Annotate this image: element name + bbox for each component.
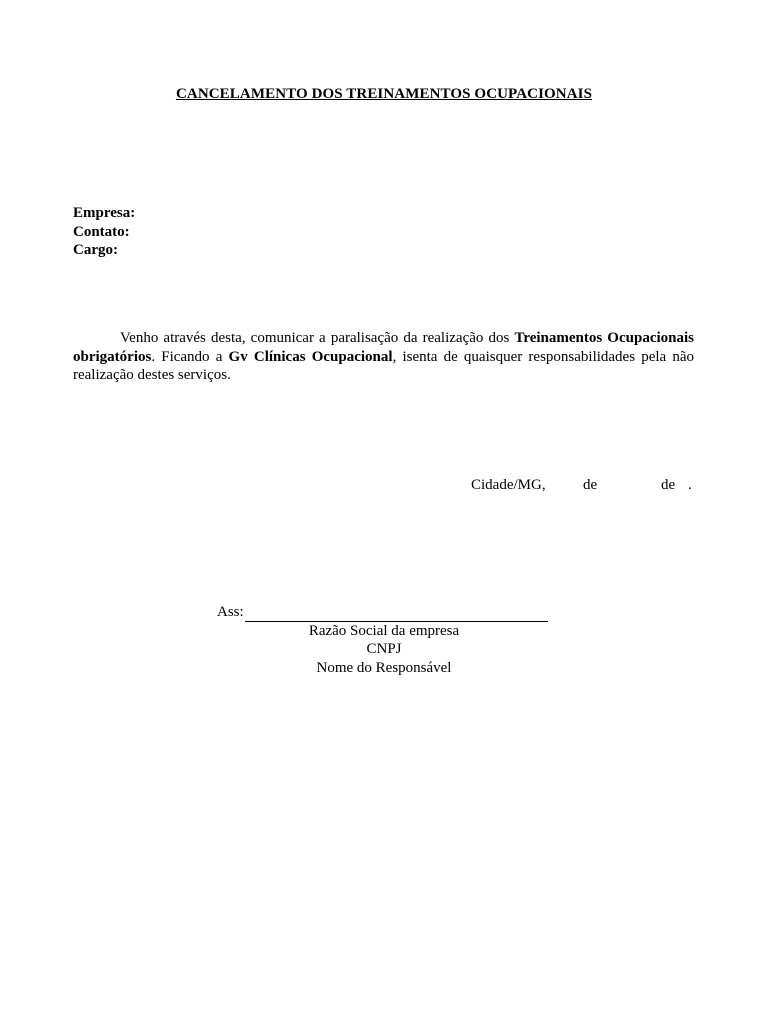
signature-line (245, 605, 548, 622)
cnpj-line: CNPJ (366, 641, 402, 657)
contato-label: Contato: (73, 223, 130, 240)
empresa-label: Empresa: (73, 205, 136, 221)
paragraph-bold-company: Gv Clínicas Ocupacional (228, 348, 393, 365)
document-title: CANCELAMENTO DOS TREINAMENTOS OCUPACIONAIS (175, 86, 593, 102)
date-end: . (688, 477, 692, 493)
signature-row (217, 603, 548, 622)
signature-label: Ass: (217, 604, 244, 620)
paragraph-text-3: , isenta de quaisquer responsabilidades pela não realização destes serviços. (73, 348, 695, 383)
header-fields (73, 204, 135, 260)
paragraph-bold-trainings: Treinamentos Ocupacionais obrigatórios (73, 330, 694, 365)
responsible-name-line: Nome do Responsável (316, 660, 452, 676)
company-name-line: Razão Social da empresa (308, 623, 460, 639)
paragraph-text-2: . Ficando a (151, 348, 229, 365)
cargo-label: Cargo: (73, 242, 118, 258)
date-city: Cidade/MG, (471, 477, 546, 493)
body-paragraph (73, 329, 694, 385)
date-de-1: de (583, 477, 598, 493)
paragraph-text-1: Venho através desta, comunicar a paralisação da realização dos (120, 330, 515, 346)
date-de-2: de (661, 477, 676, 493)
